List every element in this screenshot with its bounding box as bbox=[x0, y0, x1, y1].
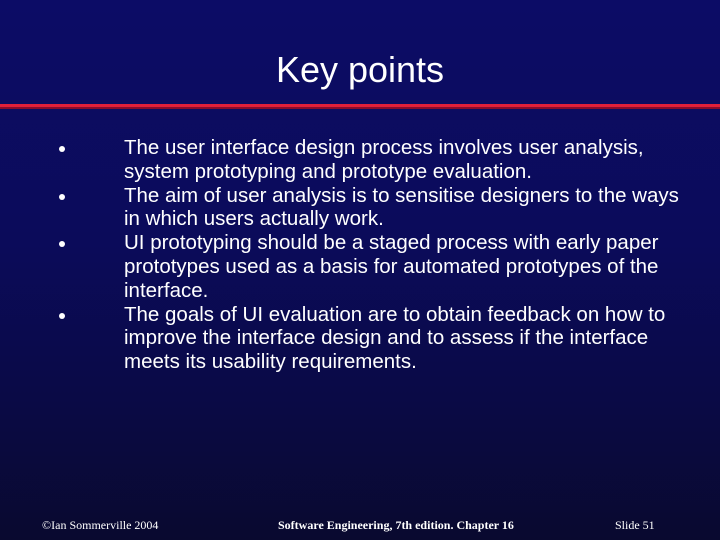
bullet-text: UI prototyping should be a staged process with early paper prototypes used as a basis for automated prototypes of the interface. bbox=[124, 231, 659, 302]
bullet-item bbox=[0, 136, 720, 184]
footer-slide-number: Slide 51 bbox=[615, 518, 655, 532]
bullet-dot-icon bbox=[59, 241, 65, 247]
bullet-list bbox=[0, 136, 720, 374]
bullet-dot-icon bbox=[59, 313, 65, 319]
footer-copyright: ©Ian Sommerville 2004 bbox=[42, 518, 159, 532]
bullet-dot-icon bbox=[59, 146, 65, 152]
footer-book-title: Software Engineering, 7th edition. Chapter 16 bbox=[278, 518, 514, 532]
title-divider bbox=[0, 104, 720, 110]
bullet-text: The user interface design process involves user analysis, system prototyping and prototype evaluation. bbox=[124, 136, 644, 183]
slide-title: Key points bbox=[275, 49, 445, 90]
bullet-item bbox=[0, 184, 720, 232]
bullet-text: The goals of UI evaluation are to obtain feedback on how to improve the interface design and to assess if the interface meets its usability requirements. bbox=[124, 302, 666, 374]
bullet-dot-icon bbox=[59, 194, 65, 200]
bullet-text: The aim of user analysis is to sensitise designers to the ways in which users actually work. bbox=[124, 183, 679, 231]
bullet-item bbox=[0, 303, 720, 374]
title-divider-shadow bbox=[0, 107, 720, 109]
bullet-item bbox=[0, 231, 720, 302]
slide-footer bbox=[0, 516, 720, 534]
